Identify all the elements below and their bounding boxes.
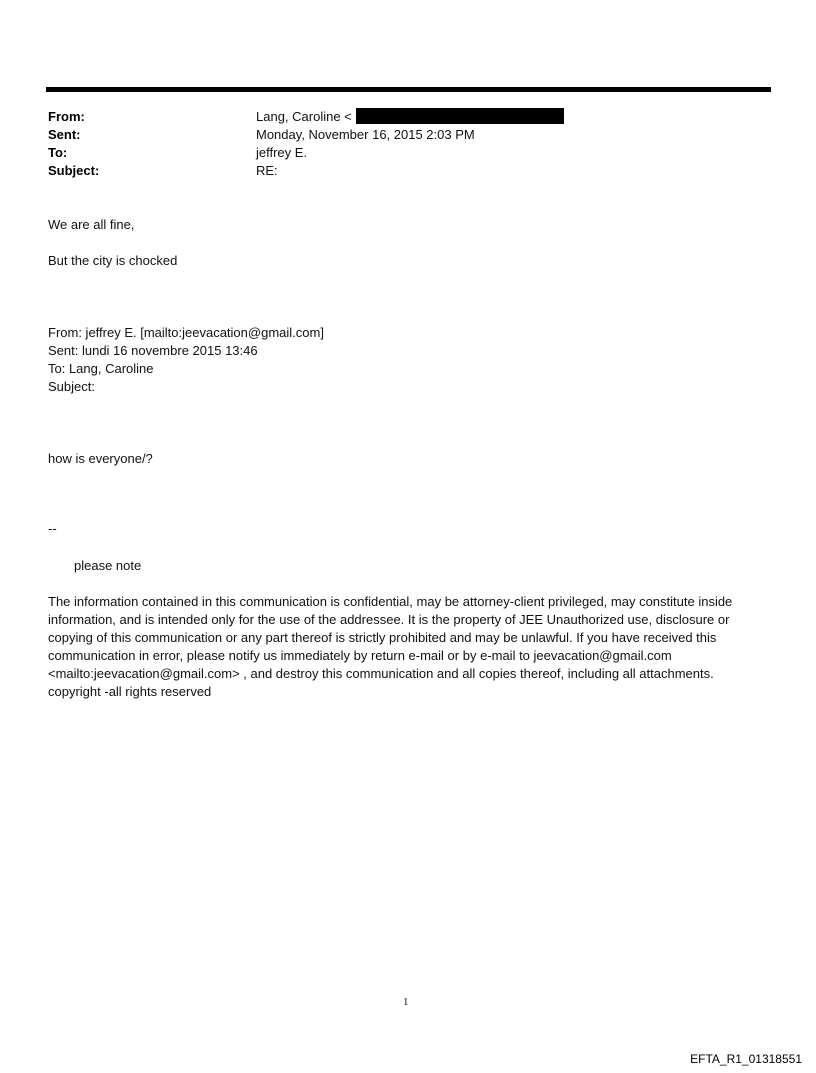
from-name: Lang, Caroline < <box>256 109 352 124</box>
body-line-1: We are all fine, <box>48 217 135 232</box>
body-line-2: But the city is chocked <box>48 253 178 268</box>
confidentiality-disclaimer: The information contained in this communication is confidential, may be attorney-client privileged, may constitute inside information, and is intended only for the use of the addressee. It is the property of JEE Unauthorized use, disclosure or copying of this communication or any part thereof is strictly prohibited and may be unlawful. If you have received this communication in error, please notify us immediately by return e-mail or by e-mail to jeevacation@gmail.com <mailto:jeevacation@gmail.com> , and destroy this communication and all copies thereof, including all attachments. copyright -all rights reserved <box>48 594 733 699</box>
quoted-from: From: jeffrey E. [mailto:jeevacation@gmail.com] <box>48 325 324 340</box>
sent-label: Sent: <box>48 127 81 142</box>
to-row <box>48 144 748 162</box>
redaction-bar <box>356 108 564 124</box>
subject-label: Subject: <box>48 163 100 178</box>
sent-value: Monday, November 16, 2015 2:03 PM <box>256 127 475 142</box>
quoted-sent: Sent: lundi 16 novembre 2015 13:46 <box>48 343 258 358</box>
page-number: 1 <box>403 996 409 1008</box>
from-row <box>48 108 748 126</box>
from-value <box>256 108 564 126</box>
header-divider <box>46 87 771 92</box>
quoted-message: how is everyone/? <box>48 451 153 466</box>
to-value: jeffrey E. <box>256 145 308 160</box>
quoted-subject: Subject: <box>48 379 95 394</box>
quoted-email-header <box>48 324 324 396</box>
signature-separator: -- <box>48 521 57 536</box>
email-header <box>48 108 748 180</box>
to-label: To: <box>48 145 68 160</box>
quoted-to: To: Lang, Caroline <box>48 361 154 376</box>
bates-number: EFTA_R1_01318551 <box>690 1052 802 1066</box>
subject-value: RE: <box>256 163 278 178</box>
from-label: From: <box>48 109 85 124</box>
sent-row <box>48 126 748 144</box>
subject-row <box>48 162 748 180</box>
please-note: please note <box>74 558 142 573</box>
